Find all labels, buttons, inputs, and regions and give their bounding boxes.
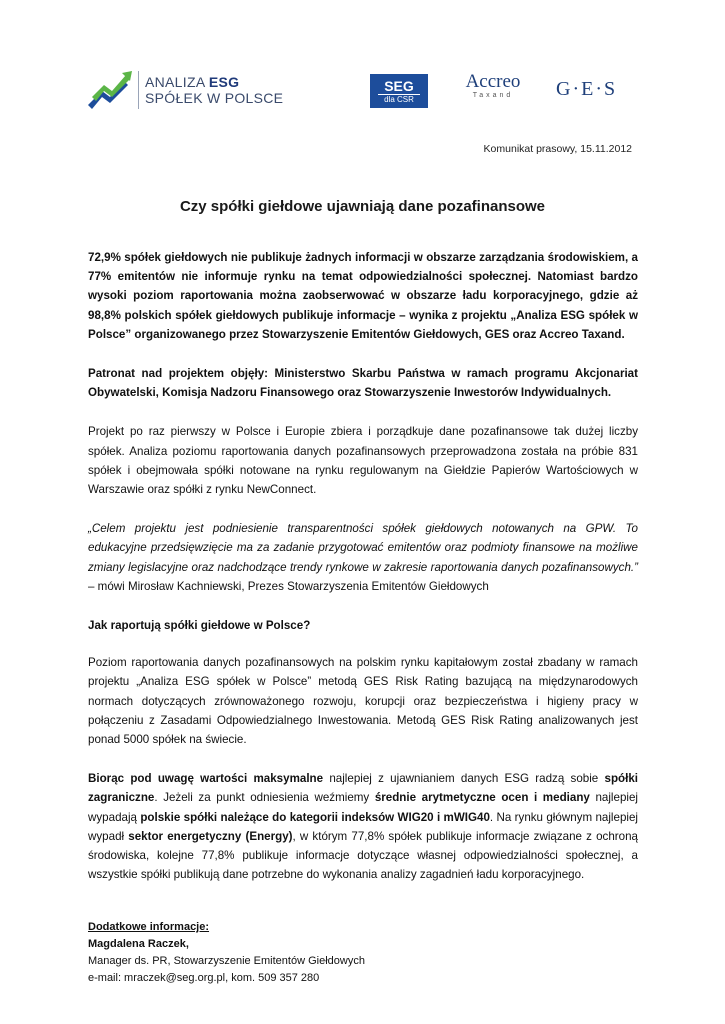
esg-logo-line1a: ANALIZA	[145, 74, 209, 90]
paragraph-project: Projekt po raz pierwszy w Polsce i Europie zbiera i porządkuje dane pozafinansowe tak dużej liczby spółek. Analiza poziomu raportowania danych pozafinansowych przeprowadzona została na próbie 831 spółek i obejmowała spółki notowane na rynku regulowanym na Giełdzie Papierów Wartościowych w Warszawie oraz spółki z rynku NewConnect.	[88, 425, 638, 497]
esg-logo-text	[145, 74, 283, 106]
results-bold-1: Biorąc pod uwagę wartości maksymalne	[88, 772, 324, 786]
results-bold-5: średnie arytmetyczne ocen i mediany	[374, 791, 590, 805]
contact-name: Magdalena Raczek,	[88, 938, 189, 950]
accreo-logo	[458, 72, 528, 99]
results-text-10: , w którym 77,8% spółek publikuje informacje związane z ochroną środowiska, kolejne 77,8% publikuje informacje dotyczące własnej odpowiedzialności społecznej, a wszystkie spółki publikują dane potrzebne do wykonania analizy zagadnień ładu korporacyjnego.	[88, 829, 638, 882]
results-text-8: . Na rynku głównym najlepiej wypadł	[88, 810, 638, 843]
analiza-esg-logo	[88, 68, 283, 112]
seg-logo-main: SEG	[384, 77, 414, 94]
article-body	[88, 248, 638, 904]
accreo-logo-sub: Taxand	[472, 92, 514, 99]
results-text-6: najlepiej wypadają	[88, 791, 638, 824]
esg-logo-line2: SPÓŁEK W POLSCE	[145, 90, 284, 106]
lead-paragraph-1: 72,9% spółek giełdowych nie publikuje żadnych informacji w obszarze zarządzania środowiskiem, a 77% emitentów nie informuje rynku na temat odpowiedzialności społecznej. Natomiast bardzo wysoki poziom raportowania można zaobserwować w obszarze ładu korporacyjnego, gdzie aż 98,8% polskich spółek giełdowych publikuje informacje – wynika z projektu „Analiza ESG spółek w Polsce” organizowanego przez Stowarzyszenie Emitentów Giełdowych, GES oraz Accreo Taxand.	[88, 251, 638, 341]
contact-email[interactable]: e-mail: mraczek@seg.org.pl, kom. 509 357 280	[88, 972, 320, 984]
accreo-logo-main: Accreo	[465, 71, 521, 92]
quote-text: „Celem projektu jest podniesienie transparentności spółek giełdowych notowanych na GPW. To edukacyjne przedsięwzięcie ma za zadanie przygotować emitentów oraz podmioty finansowe na możliwe zmiany legislacyjne oraz nadchodzące trendy rynkowe w zakresie raportowania danych pozafinansowych.”	[88, 522, 638, 574]
quote-paragraph	[88, 519, 638, 596]
section-heading: Jak raportują spółki giełdowe w Polsce?	[88, 619, 311, 633]
logo-bar	[88, 68, 633, 116]
results-text-4: . Jeżeli za punkt odniesienia weźmiemy	[154, 791, 375, 805]
contact-role: Manager ds. PR, Stowarzyszenie Emitentów Giełdowych	[88, 955, 365, 967]
contact-block	[88, 919, 365, 987]
results-bold-3: spółki zagraniczne	[88, 772, 639, 805]
paragraph-results	[88, 769, 638, 884]
lead-paragraph-2: Patronat nad projektem objęły: Ministerstwo Skarbu Państwa w ramach programu Akcjonariat Obywatelski, Komisja Nadzoru Finansowego oraz Stowarzyszenie Inwestorów Indywidualnych.	[88, 367, 638, 400]
dateline: Komunikat prasowy, 15.11.2012	[483, 143, 632, 155]
ges-logo: G·E·S	[556, 78, 618, 100]
quote-author: – mówi Mirosław Kachniewski, Prezes Stowarzyszenia Emitentów Giełdowych	[88, 579, 489, 593]
results-bold-9: sektor energetyczny (Energy)	[128, 829, 293, 843]
seg-logo	[370, 74, 428, 108]
esg-chart-icon	[88, 71, 132, 109]
paragraph-methodology: Poziom raportowania danych pozafinansowych na polskim rynku kapitałowym został zbadany w ramach projektu „Analiza ESG spółek w Polsce” metodą GES Risk Rating bazującą na międzynarodowych normach dotyczących zrównoważonego rozwoju, korupcji oraz bezpieczeństwa i higieny pracy w połączeniu z Zasadami Odpowiedzialnego Inwestowania. Metodą GES Risk Rating analizowanych jest ponad 5000 spółek na świecie.	[88, 656, 638, 747]
results-bold-7: polskie spółki należące do kategorii indeksów WIG20 i mWIG40	[140, 810, 490, 824]
seg-logo-sub: dla CSR	[378, 94, 420, 105]
page-title: Czy spółki giełdowe ujawniają dane pozafinansowe	[179, 198, 546, 215]
logo-divider	[138, 71, 139, 109]
esg-logo-line1b: ESG	[208, 74, 240, 90]
contact-label: Dodatkowe informacje:	[88, 921, 210, 933]
results-text-2: najlepiej z ujawnianiem danych ESG radzą sobie	[323, 772, 605, 786]
